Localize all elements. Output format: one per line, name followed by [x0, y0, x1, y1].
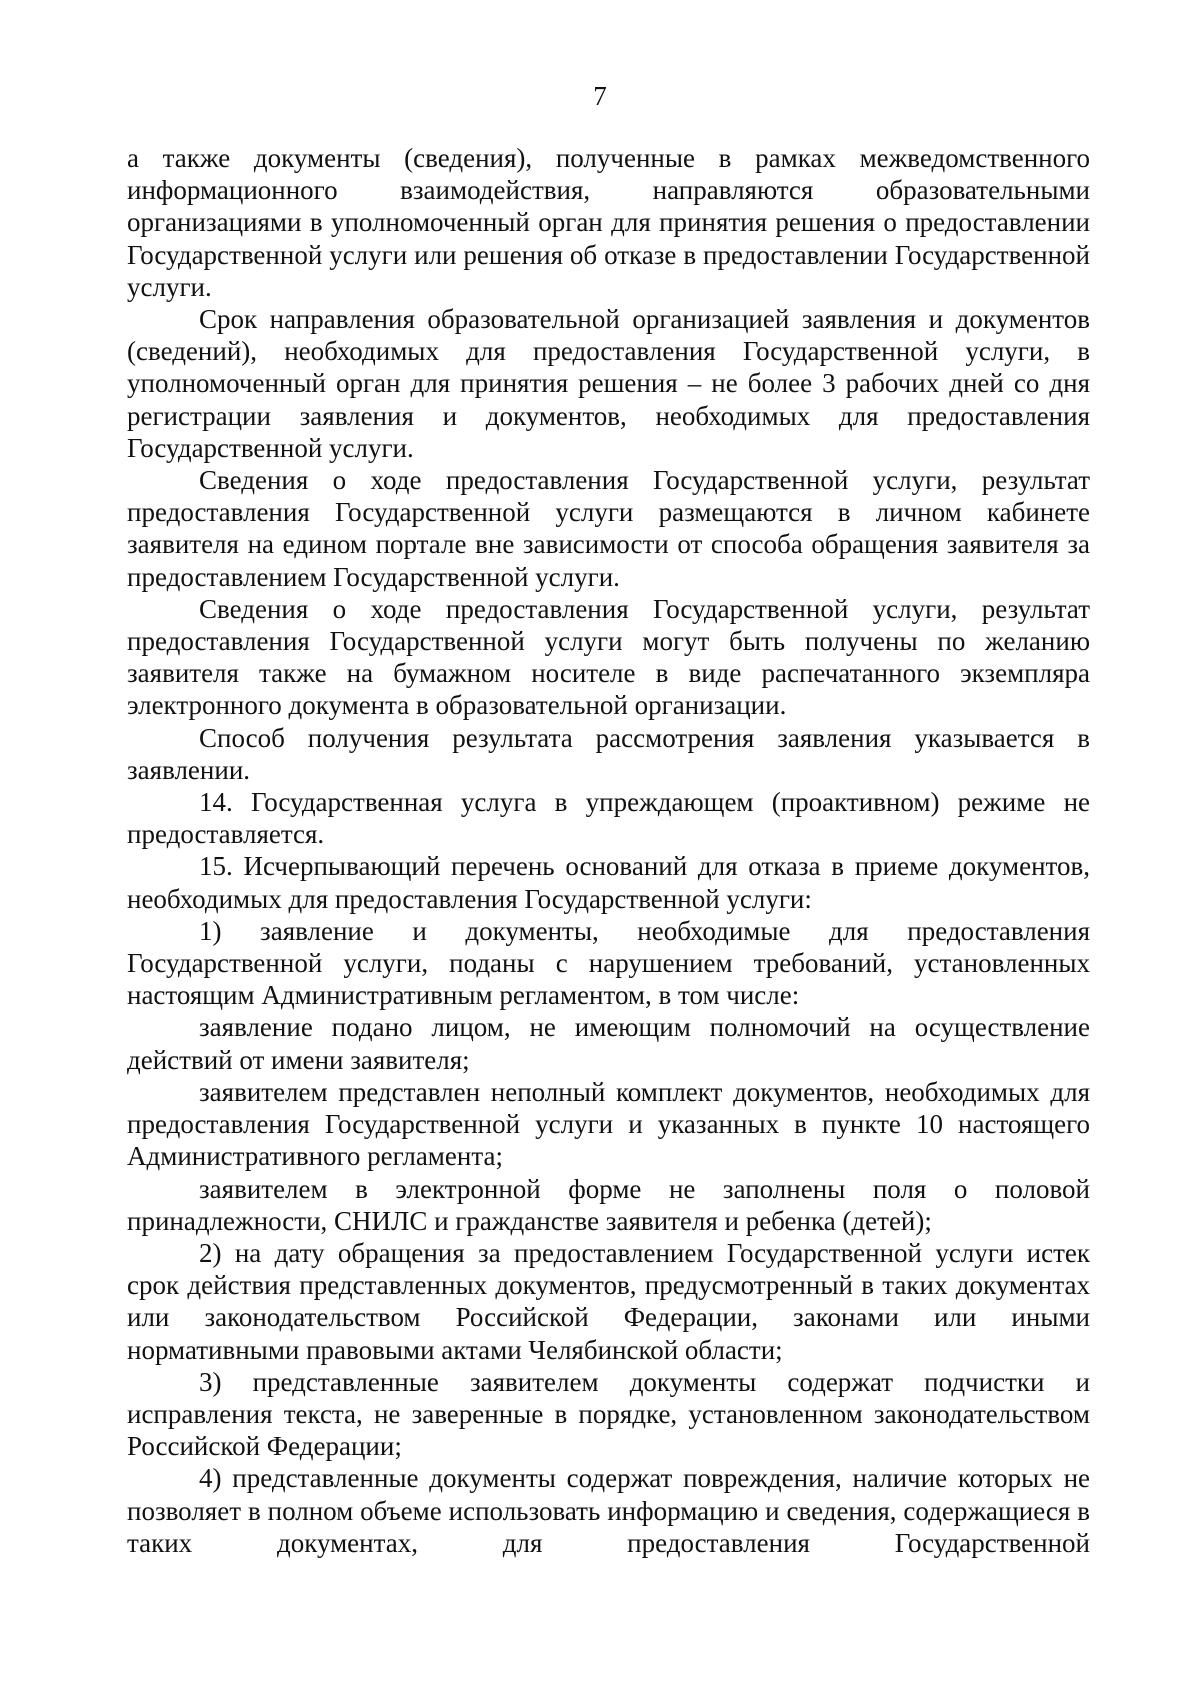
paragraph-progress-online: Сведения о ходе предоставления Государственной услуги, результат предоставления Государственной услуги размещаются в личном кабинете заявителя на едином портале вне зависимости от способа обращения заявителя за предоставлением Государственной услуги. — [127, 465, 1090, 592]
paragraph-result-method: Способ получения результата рассмотрения заявления указывается в заявлении. — [127, 722, 1090, 785]
list-item-1: 1) заявление и документы, необходимые для предоставления Государственной услуги, поданы с нарушением требований, установленных настоящим Административным регламентом, в том числе: — [127, 915, 1090, 1011]
list-item-4: 4) представленные документы содержат повреждения, наличие которых не позволяет в полном объеме использовать информацию и сведения, содержащиеся в таких документах, для предоставления Государственной — [127, 1463, 1090, 1558]
paragraph-continuation: а также документы (сведения), полученные в рамках межведомственного информационного взаимодействия, направляются образовательными организациями в уполномоченный орган для принятия решения о предоставлении Государственной услуги или решения об отказе в предоставлении Государственной услуги. — [127, 143, 1090, 302]
sub-item-empty-fields: заявителем в электронной форме не заполнены поля о половой принадлежности, СНИЛС и гражданстве заявителя и ребенка (детей); — [127, 1173, 1090, 1236]
list-item-2: 2) на дату обращения за предоставлением Государственной услуги истек срок действия представленных документов, предусмотренный в таких документах или законодательством Российской Федерации, законами или иными нормативными правовыми актами Челябинской области; — [127, 1237, 1090, 1365]
clause-15: 15. Исчерпывающий перечень оснований для отказа в приеме документов, необходимых для предоставления Государственной услуги: — [127, 851, 1090, 914]
document-body — [127, 142, 1090, 1559]
list-item-3: 3) представленные заявителем документы содержат подчистки и исправления текста, не заверенные в порядке, установленном законодательством Российской Федерации; — [127, 1366, 1090, 1462]
paragraph-progress-paper: Сведения о ходе предоставления Государственной услуги, результат предоставления Государственной услуги могут быть получены по желанию заявителя также на бумажном носителе в виде распечатанного экземпляра электронного документа в образовательной организации. — [127, 593, 1090, 721]
clause-14: 14. Государственная услуга в упреждающем (проактивном) режиме не предоставляется. — [127, 787, 1090, 850]
sub-item-no-authority: заявление подано лицом, не имеющим полномочий на осуществление действий от имени заявителя; — [127, 1012, 1090, 1075]
paragraph-submission-deadline: Срок направления образовательной организацией заявления и документов (сведений), необходимых для предоставления Государственной услуги, в уполномоченный орган для принятия решения – не более 3 рабочих дней со дня регистрации заявления и документов, необходимых для предоставления Государственной услуги. — [127, 304, 1090, 463]
page-number: 7 — [593, 81, 607, 111]
sub-item-incomplete-set: заявителем представлен неполный комплект документов, необходимых для предоставления Государственной услуги и указанных в пункте 10 настоящего Административного регламента; — [127, 1076, 1090, 1172]
